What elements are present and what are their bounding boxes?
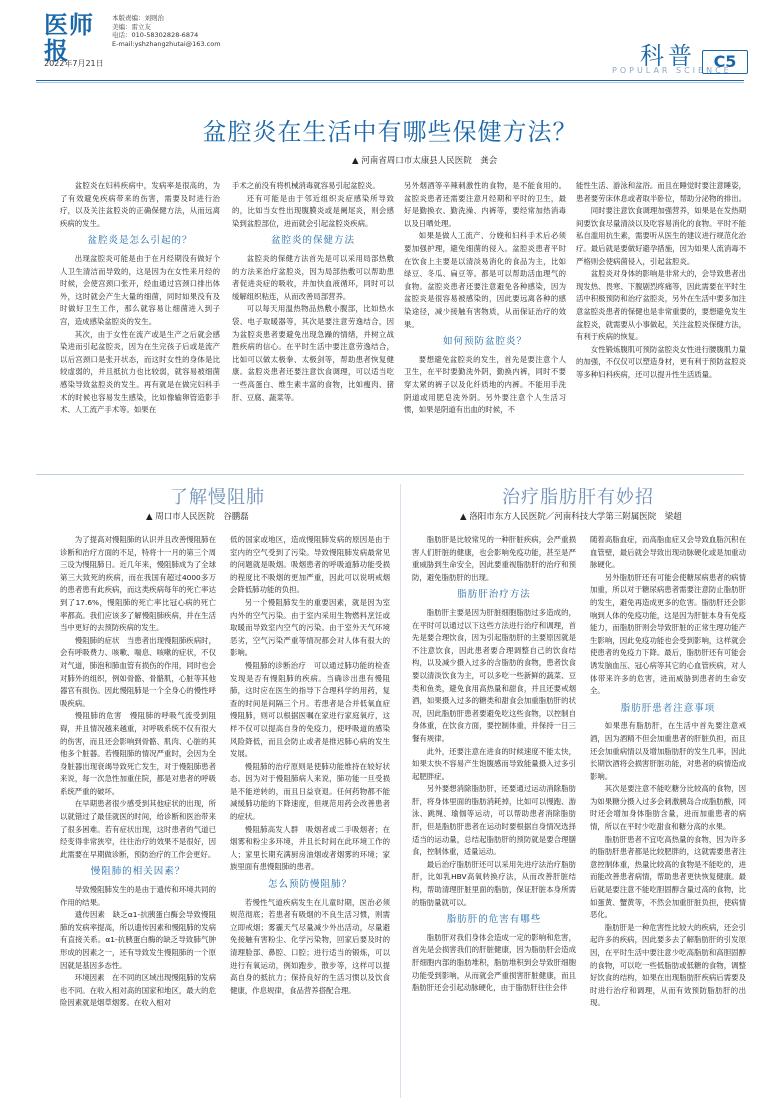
paragraph: 如果患有脂肪肝，在生活中首先要注意戒酒，因为酒精不但会加重患者的肝脏负担，而且还会加重病情以及增加脂肪肝的发生几率，因此长期饮酒将会损害肝脏功能，对患者的病情造成影响。 (590, 721, 746, 781)
section-heading: 脂肪肝的危害有哪些 (446, 914, 542, 926)
editor-line: 美编：雷立友 (112, 22, 151, 31)
article-column (590, 534, 746, 1094)
paragraph: 随着高脂血症，而高脂血症又会导致血脂沉积在血管壁，最后就会导致出现动脉硬化或是加重动脉硬化。 (590, 535, 746, 570)
paragraph: 要想避免盆腔炎的发生，首先是要注意个人卫生，在平时要勤洗外阴，勤换内裤，同时不要穿太紧的裤子以及化纤质地的内裤。不能用手洗阴道或用肥皂洗外阴。另外要注意个人生活习惯，如果是阴道有出血的时候，不 (404, 354, 566, 415)
article-column (60, 180, 220, 464)
paragraph: 慢阻肺高发人群 吸烟者或二手吸烟者；在烟雾和粉尘多环境，并且长时间在此环境工作的人；家里长期充满厨房油烟或者烟雾的环境；家族里面有患慢阻肺的患者。 (230, 824, 390, 872)
article-byline: ▲ 洛阳市东方人民医院／河南科技大学第三附属医院 梁超 (460, 512, 682, 522)
section-heading: 脂肪肝患者注意事项 (620, 702, 716, 714)
paragraph: 若慢性气道疾病发生在儿童时期，医治必须规范彻底；若患者有吸烟的不良生活习惯，则需立即戒烟；雾霾天气尽量减少外出活动，尽量避免接触有害粉尘、化学污染物，回家后要及时的清理脸部、鼻腔、口腔；进行适当的锻炼，可以进行有氧运动，例如跑步，散步等，这样可以提高自身的抵抗力；保持良好的生活习惯以及饮食健康，作息规律，食品营养搭配合理。 (230, 897, 390, 995)
paragraph: 脂肪肝主要是因为肝脏细胞脂肪过多造成的，在平时可以通过以下这些方法进行治疗和调理，首先是要合理饮食，因为引起脂肪肝的主要原因就是不注意饮食，因此患者要合理调整自己的饮食结构，以及减少摄入过多的含脂肪的食物，患者饮食要以清淡饮食为主，可以多吃一些新鲜的蔬菜、豆类和鱼类，避免食用高热量和甜食，并且还要戒烟酒，如果摄入过多的糖类和甜食会加重脂肪肝的状况，因此脂肪肝患者要避免吃这些食物，以控制自身体重，在饮食方面，要控制体重，并保持一日三餐有规律。 (412, 607, 576, 743)
paragraph: 女性锻炼腹肌可预防盆腔炎女性进行腰腹肌力量的加强，不仅仅可以塑造身材，更有利于预防盆腔炎等多种妇科疾病，还可以提升性生活质量。 (576, 344, 746, 379)
paragraph: 为了提高对慢阻肺的认识并且改善慢阻肺在诊断和治疗方面的不足，特将十一月的第三个周三设为慢阻肺日。近几年来，慢阻肺成为了全球第三大致死的疾病，而在我国有超过4000多万的患者患有此疾病，而这类疾病每年的死亡率达到了17.6%，慢阻肺的死亡率比冠心病的死亡率都高。我们应该多了解慢阻肺疾病，并在生活当中更好的去预防疾病的发生。 (60, 535, 216, 633)
paragraph: 另外烟酒等辛辣刺激性的食物，是不能食用的。盆腔炎患者还需要注意月经期和平时的卫生，最好是勤换衣、勤洗澡、内裤等，要经常加热消毒以及日晒处理。 (404, 181, 566, 228)
paragraph: 其次是要注意不能吃糖分比较高的食物，因为如果糖分摄入过多会刺激胰岛合成脂肪酸，同时还会增加身体脂肪含量，进而加重患者的病情，所以在平时少吃甜食和糖分高的水果。 (590, 784, 746, 832)
paragraph: 遗传因素 缺乏α1-抗胰蛋白酶会导致慢阻肺的发病率提高，所以遗传因素和慢阻肺的发病有直接关系。α1-抗胰蛋白酶的缺乏导致肺气肿形成的因素之一，还有导致发生慢阻肺的一个原因就是基因多态性。 (60, 910, 216, 970)
paragraph: 同时要注意饮食调理加强营养，如果是在发热期间要饮食尽量清淡以及吃容易消化的食物。平时不能私自滥用抗生素，需要听从医生的建议进行规范化治疗。最后就是要做好避孕措施，因为如果人流消毒不严格则会使病菌侵入，引起盆腔炎。 (576, 206, 746, 266)
section-heading: 如何预防盆腔炎？ (442, 336, 527, 348)
paragraph: 脂肪肝对我们身体会造成一定的影响和危害，首先是会损害我们的肝脏健康，因为脂肪肝会造成肝细胞内部的脂肪堆积，脂肪堆积到会导致肝细胞功能受到影响，从而就会严重损害肝脏健康，而且脂肪肝还会引起动脉硬化，由于脂肪肝往往会伴 (412, 932, 576, 993)
article-column (232, 180, 394, 464)
section-subtitle: POPULAR SCIENCE (612, 66, 732, 75)
editor-line: 电话：010-58302828-6874 (112, 31, 199, 40)
article-title: 了解慢阻肺 (170, 487, 265, 508)
issue-date: 2022年7月21日 (44, 59, 104, 68)
editor-info (112, 14, 262, 48)
column-divider (400, 484, 401, 1098)
paragraph: 导致慢阻肺发生的是由于遗传和环境共同的作用的结果。 (60, 885, 216, 907)
article-column (230, 534, 390, 1094)
paragraph: 其次，由于女性在流产或是生产之后就会感染进而引起盆腔炎，因为在生完孩子后或是流产以后宫颈口是张开状态，而这时女性的身体是比较虚弱的，并且抵抗力也比较弱，就容易被细菌感染导致盆腔炎的发生。再有就是在做完妇科手术的时候也容易发生感染，比如像输卵管造影手术、人工流产手术等。如果在 (60, 329, 220, 415)
paragraph: 手术之前没有将机械消毒就容易引起盆腔炎。 (232, 181, 380, 190)
section-heading: 脂肪肝治疗方法 (457, 589, 531, 601)
paragraph: 此外，还要注意在进食的时候速度不能太快，如果太快不容易产生饱腹感而导致能量摄入过多引起肥胖症。 (412, 746, 576, 781)
paragraph: 脂肪肝患者不宜吃高热量的食物，因为许多的脂肪肝患者都是比较肥胖的，这就需要患者注意控制体重，热量比较高的食物是不能吃的，进而能改善患者病情，帮助患者更快恢复健康。最后就是要注意不能吃胆固醇含量过高的食物，比如蛋黄、蟹黄等，不然会加重肝脏负担，使病情恶化。 (590, 834, 746, 920)
paragraph: 如果是做人工流产、分娩和妇科手术后必须要加强护理，避免细菌的侵入。盆腔炎患者平时在饮食上主要是以清淡易消化的食品为主，比如绿豆、冬瓜、扁豆等。都是可以帮助活血理气的食物。盆腔炎患者还要注意避免各种感染，因为盆腔炎是很容易被感染的，因此要远离各种的感染途径，减少接触有害物质，从而保证治疗的效果。 (404, 231, 566, 329)
paragraph: 还有可能是由于邻近组织炎症感染所导致的，比如当女性出现腹膜炎或是阑尾炎，则会感染到盆腔部位，进而就会引起盆腔炎疾病。 (232, 193, 394, 228)
article-title: 盆腔炎在生活中有哪些保健方法？ (202, 118, 578, 146)
section-heading: 盆腔炎是怎么引起的？ (87, 235, 193, 247)
section-heading: 怎么预防慢阻肺？ (267, 879, 352, 891)
paragraph: 慢阻肺的症状 当患者出现慢阻肺疾病时，会有呼吸费力、咳嗽、喘息、咳嗽的症状，不仅对气道，肺泡和肺血管有损伤的作用，同时也会对肺外的组织，例如骨骼、骨骼肌，心脏等其他器官有损伤。因此慢阻肺是一个全身心的慢性呼吸疾病。 (60, 635, 216, 708)
paragraph: 脂肪肝是一种危害性比较大的疾病，还会引起许多的疾病，因此要多去了解脂肪肝的引发原因，在平时生活中要注意少吃高脂肪和高胆固醇的食物，可以吃一些低脂肪或低糖的食物，调整好饮食的结构，如果在出现脂肪肝疾病后需要及时进行治疗和调理，从而有效预防脂肪肝的出现。 (590, 922, 746, 1008)
paragraph: 慢阻肺的诊断治疗 可以通过肺功能的检查发现是否有慢阻肺的疾病。当确诊出患有慢阻肺，这时应在医生的指导下合理科学的用药，复查的时间是间隔三个月。若患者是合并低氧血症慢阻肺，则可以根据医嘱在家进行家庭氧疗，这样不仅可以提高自身的免疫力，使呼吸道的感染风险降低，而且会防止或者是推迟肺心病的发生发展。 (230, 660, 390, 759)
editor-line: 本版责编：刘则治 (112, 14, 164, 22)
page-number: C5 (702, 50, 748, 74)
paragraph: 盆腔炎的保健方法首先是可以采用局部热敷的方法来治疗盆腔炎，因为局部热敷可以帮助患者促进炎症的吸收，并加快血液循环，同时可以缓解组织粘连，从而改善局部营养。 (232, 253, 394, 301)
paragraph: 脂肪肝是比较常见的一种肝脏疾病，会严重损害人们肝脏的健康，也会影响免疫功能，甚至是严重威胁到生命安全，因此要重视脂肪肝的治疗和预防，避免脂肪肝的出现。 (412, 535, 576, 582)
paragraph: 盆腔炎在妇科疾病中，发病率是很高的，为了有效避免疾病带来的伤害，需要及时进行治疗，以及关注盆腔炎的正确保健方法，从而远离疾病的发生。 (60, 181, 220, 228)
paragraph: 慢阻肺的危害 慢阻肺的呼吸气流受到阻碍，并且情况越来越重，对呼吸系统不仅有很大的伤害，而且还会影响到骨骼、肌肉、心脏的其他多个脏器。若慢阻肺的情况严重时，会因为全身脏器出现衰竭导致死亡发生，对于慢阻肺患者来说，每一次急性加重住院，都是对患者的呼吸系统严重的破坏。 (60, 711, 216, 796)
paragraph: 低的国家或地区，造成慢阻肺发病的原因是由于室内的空气受到了污染。导致慢阻肺发病最常见的问题就是吸烟。吸烟患者的呼吸道肺功能受损的程度比不吸烟的更加严重，因此可以说明戒烟会降低肺功能的负担。 (230, 535, 390, 595)
article-column (412, 534, 576, 1094)
paragraph: 出现盆腔炎可能是由于在月经期没有做好个人卫生清洁而导致的，这是因为在女性来月经的时候，会使宫颈口张开，经血通过宫颈口排出体外，这时就会产生大量的细菌，同时如果没有及时做好卫生工作，那么就容易让细菌进入到子宫，造成感染盆腔炎的发生。 (60, 253, 220, 326)
paragraph: 在早期患者很少感受到其他症状的出现，所以就错过了最佳就医的时间，给诊断和医治带来了很多困难。若有症状出现，这时患者的气道已经变得非常狭窄，往往治疗的效果不是很好，因此需要在早期做诊断，预防治疗的工作会更好。 (60, 799, 216, 859)
paragraph: 慢阻肺的治疗原则是使肺功能维持在较好状态。因为对于慢阻肺病人来说，肺功能一旦受损是不能逆转的，而且日益衰退。任何药物都不能减缓肺功能的下降速度，但规范用药会改善患者的症状。 (230, 761, 390, 822)
paragraph: 盆腔炎对身体的影响是非常大的，会导致患者出现发热、畏寒、下腹剧烈疼痛等，因此需要在平时生活中积极预防和治疗盆腔炎，另外在生活中要多加注意盆腔炎患者的保健也是非常重要的，要想避免发生盆腔炎，就需要从小事做起，关注盆腔炎保健方法，有利于疾病的恢复。 (576, 269, 746, 342)
article-column (404, 180, 566, 464)
paragraph: 能性生活、游泳和盆浴。而且在睡觉时要注意睡姿，患者要劳床休息或者取半卧位，帮助分泌物的排出。 (576, 181, 746, 203)
header-rule (36, 80, 744, 81)
section-divider (36, 474, 744, 475)
section-heading: 慢阻肺的相关因素？ (90, 866, 186, 878)
article-byline: ▲ 河南省周口市太康县人民医院 龚会 (352, 156, 498, 166)
section-heading: 盆腔炎的保健方法 (270, 235, 355, 247)
article-byline: ▲ 周口市人民医院 谷鹏磊 (146, 512, 249, 522)
paragraph: 最后治疗脂肪肝还可以采用先进疗法治疗脂肪肝，比如乳HBV高氧转换疗法，从而改善肝脏结构，帮助清理肝脏里面的脂肪，保证肝脏本身所需的脂肪量就可以。 (412, 859, 576, 907)
header-rule-secondary (36, 82, 744, 83)
newspaper-logo: 医师报 (44, 10, 94, 65)
paragraph: 环境因素 在不同的区域出现慢阻肺的发病也不同。在收入相对高的国家和地区，最大的危险因素就是烟草烟雾。在收入相对 (60, 973, 216, 1008)
article-title: 治疗脂肪肝有妙招 (502, 487, 654, 508)
article-column (576, 180, 746, 464)
article-column (60, 534, 216, 1094)
editor-line: E-mail:yshzhangzhutai@163.com (112, 39, 221, 48)
section-title: 科普 (640, 42, 696, 70)
paragraph: 另外要想消除脂肪肝，还要通过运动消除脂肪肝，将身体里面的脂肪消耗掉，比如可以慢跑、游泳、跳绳、瑜伽等运动，可以帮助患者消除脂肪肝，但是脂肪肝患者在运动时要根据自身情况选择适当的运动量，总结起脂肪肝的预防就是要合理膳食，控制体重，适量运动。 (412, 784, 576, 857)
paragraph: 另一个慢阻肺发生的重要因素，就是因为室内外的空气污染。由于室内采用生物燃料烹饪或取暖而导致室内空气的污染。由于室外天气环境恶劣，空气污染严重等情况都会对人体有很大的影响。 (230, 597, 390, 658)
paragraph: 另外脂肪肝还有可能会使糖尿病患者的病情加重，所以对于糖尿病患者需要注意防止脂肪肝的发生，避免再造成更多的危害。脂肪肝还会影响到人体的免疫功能，这是因为肝脏本身有免疫能力，而脂肪肝则会导致肝脏的正常生理功能产生影响，因此免疫功能也会受到影响，这样就会使患者的免疫力下降。最后，脂肪肝还有可能会诱发脑血压、冠心病等其它的心血管疾病，对人体带来许多的危害，进而威胁到患者的生命安全。 (590, 572, 746, 696)
paragraph: 可以每天用温热物品热敷小腹部，比如热水袋、电子取暖器等，其次是要注意劳逸结合，因为盆腔炎患者要避免出现急躁的情绪，并树立战胜疾病的信心。在平时生活中要注意劳逸结合，比如可以做太极拳、太极剑等，帮助患者恢复健康。盆腔炎患者还要注意饮食调理，可以适当吃一些高蛋白、维生素丰富的食物，比如瘦肉、猪肝、豆腐、蔬菜等。 (232, 304, 394, 402)
